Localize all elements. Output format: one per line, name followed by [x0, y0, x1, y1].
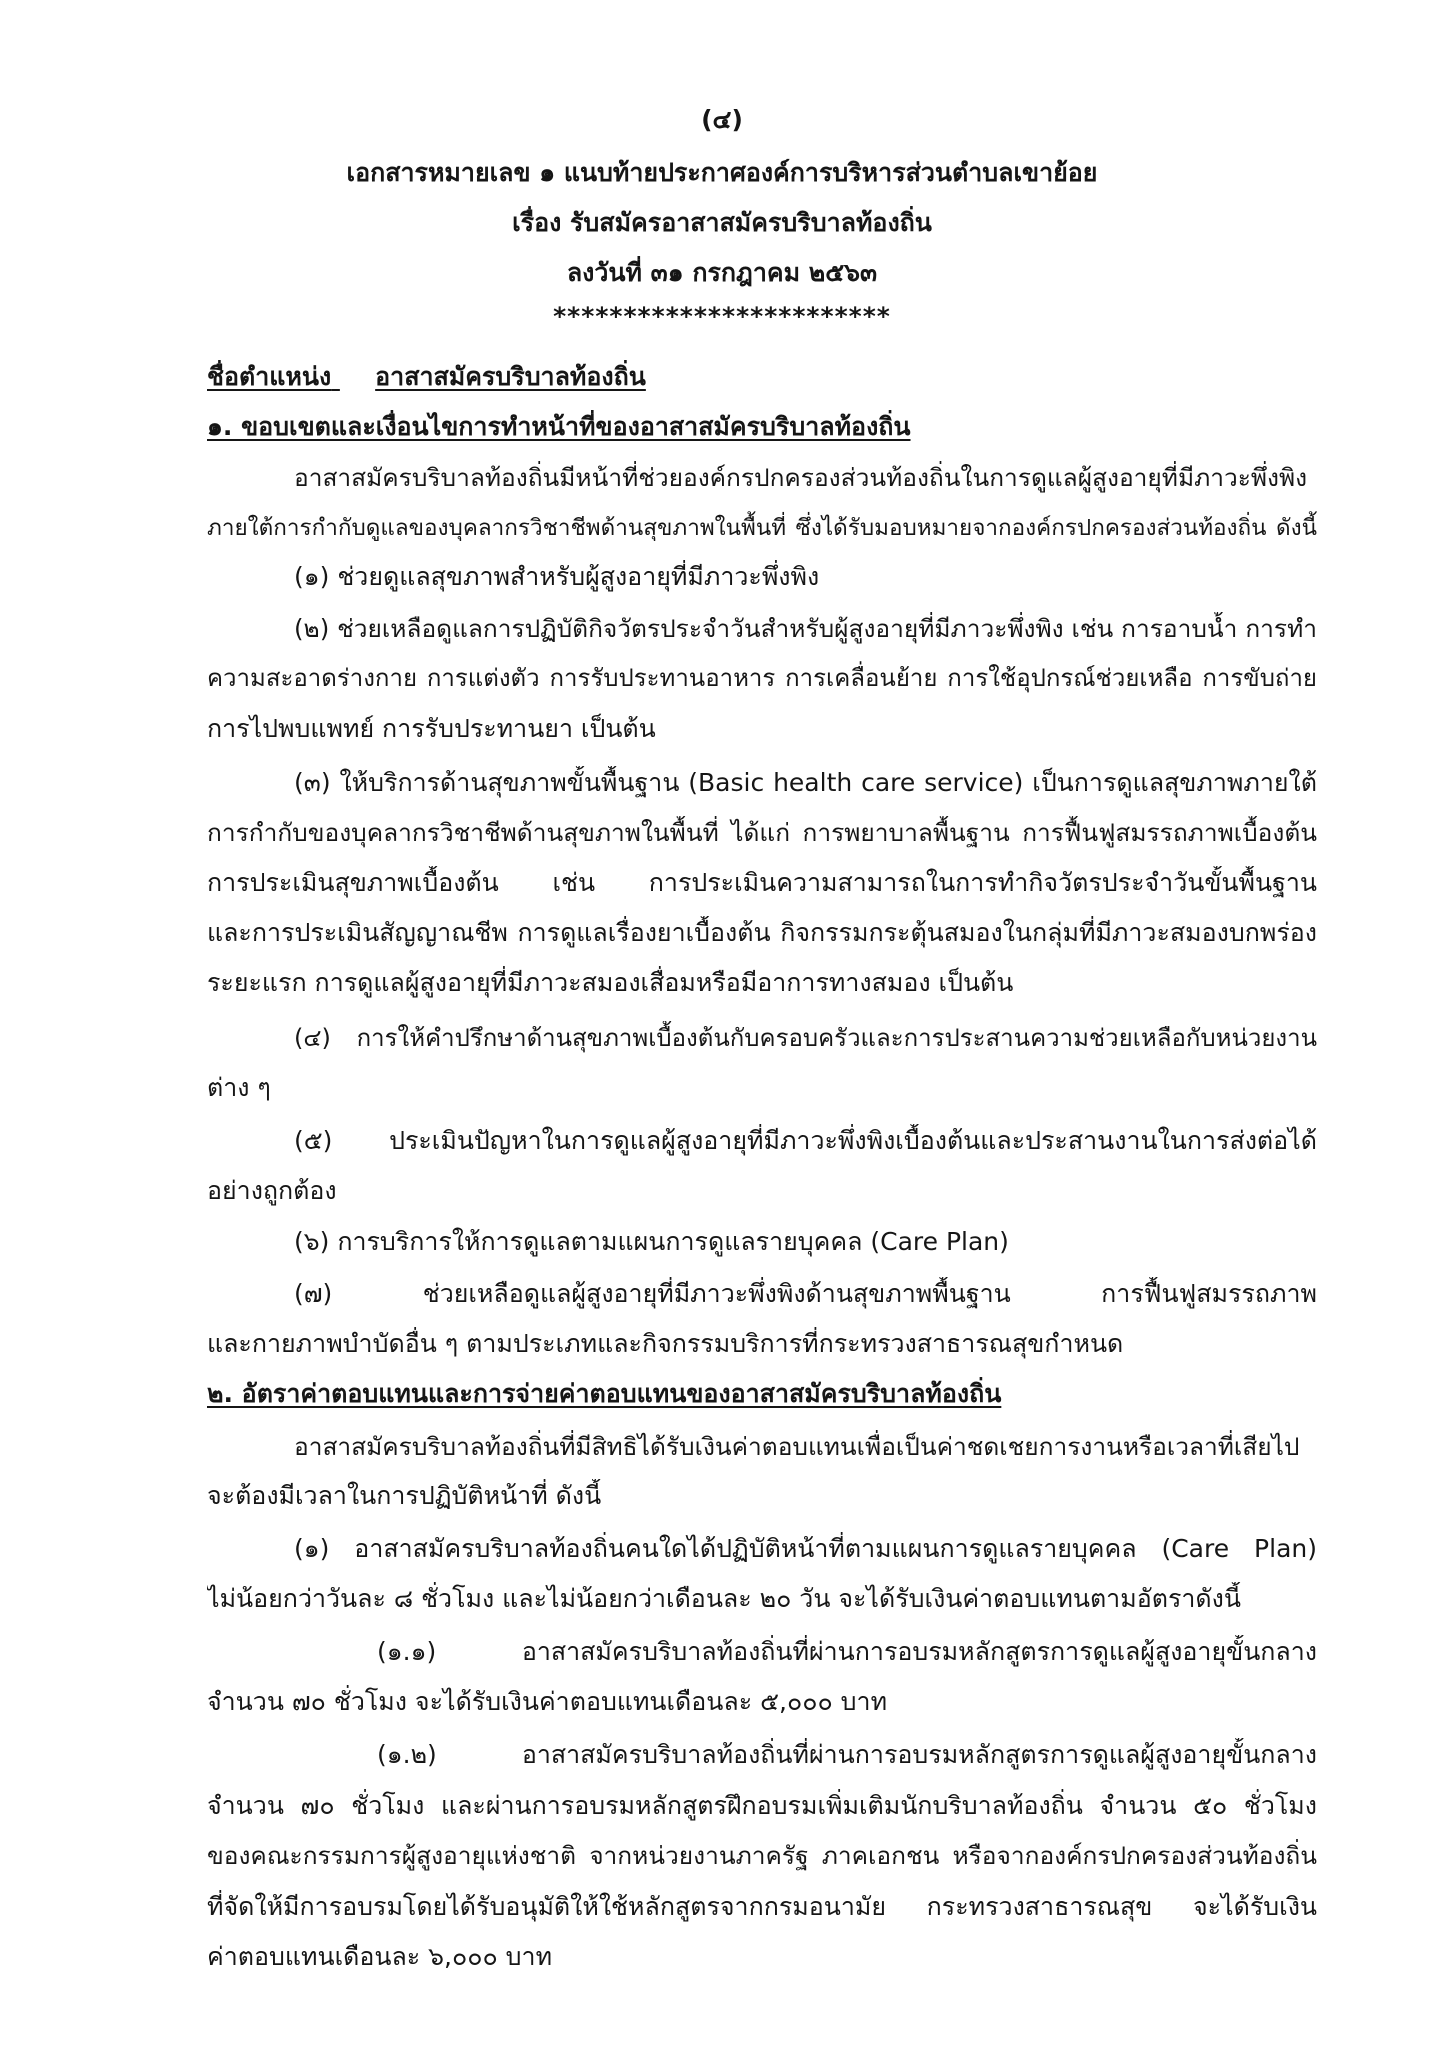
position-gap — [331, 360, 375, 394]
section1-item-7: (๗) ช่วยเหลือดูแลผู้สูงอายุที่มีภาวะพึ่งพิงด้านสุขภาพพื้นฐาน การฟื้นฟูสมรรถภาพ — [294, 1279, 1317, 1308]
section2-subitem-1-1: (๑.๑) อาสาสมัครบริบาลท้องถิ่นที่ผ่านการอบรมหลักสูตรการดูแลผู้สูงอายุขั้นกลาง — [377, 1637, 1317, 1666]
section1-item-2: (๒) ช่วยเหลือดูแลการปฏิบัติกิจวัตรประจำวันสำหรับผู้สูงอายุที่มีภาวะพึ่งพิง เช่น การอาบน้ำ การทำ — [294, 614, 1317, 643]
section1-item-3: การประเมินสุขภาพเบื้องต้น เช่น การประเมินความสามารถในการทำกิจวัตรประจำวันขั้นพื้นฐาน — [207, 868, 1317, 897]
section2-subitem-1-1: จำนวน ๗๐ ชั่วโมง จะได้รับเงินค่าตอบแทนเดือนละ ๕,๐๐๐ บาท — [207, 1687, 888, 1716]
page-number: (๔) — [701, 105, 743, 134]
section2-item-1: ไม่น้อยกว่าวันละ ๘ ชั่วโมง และไม่น้อยกว่าเดือนละ ๒๐ วัน จะได้รับเงินค่าตอบแทนตามอัตราดังนี้ — [207, 1584, 1241, 1613]
section1-intro: ภายใต้การกำกับดูแลของบุคลากรวิชาชีพด้านสุขภาพในพื้นที่ ซึ่งได้รับมอบหมายจากองค์กรปกครองส่วนท้องถิ่น ดังนี้ — [207, 515, 1317, 541]
section1-intro: อาสาสมัครบริบาลท้องถิ่นมีหน้าที่ช่วยองค์กรปกครองส่วนท้องถิ่นในการดูแลผู้สูงอายุที่มีภาวะพึ่งพิง — [294, 463, 1308, 492]
section1-item-2: ความสะอาดร่างกาย การแต่งตัว การรับประทานอาหาร การเคลื่อนย้าย การใช้อุปกรณ์ช่วยเหลือ การขับถ่าย — [207, 664, 1317, 692]
document-date: ลงวันที่ ๓๑ กรกฎาคม ๒๕๖๓ — [566, 258, 878, 287]
section2-intro: จะต้องมีเวลาในการปฏิบัติหน้าที่ ดังนี้ — [207, 1481, 602, 1510]
position-row — [207, 360, 1317, 394]
section1-item-2: การไปพบแพทย์ การรับประทานยา เป็นต้น — [207, 714, 656, 743]
section1-item-3: การกำกับของบุคลากรวิชาชีพด้านสุขภาพในพื้นที่ ได้แก่ การพยาบาลพื้นฐาน การฟื้นฟูสมรรถภาพเบื้องต้น — [207, 818, 1317, 847]
section1-item-4: (๔) การให้คำปรึกษาด้านสุขภาพเบื้องต้นกับครอบครัวและการประสานความช่วยเหลือกับหน่วยงาน — [294, 1024, 1317, 1052]
section2-heading: ๒. อัตราค่าตอบแทนและการจ่ายค่าตอบแทนของอาสาสมัครบริบาลท้องถิ่น — [207, 1379, 1002, 1408]
section1-item-1: (๑) ช่วยดูแลสุขภาพสำหรับผู้สูงอายุที่มีภาวะพึ่งพิง — [294, 562, 820, 591]
section1-item-7: และกายภาพบำบัดอื่น ๆ ตามประเภทและกิจกรรมบริการที่กระทรวงสาธารณสุขกำหนด — [207, 1329, 1124, 1358]
position-value: อาสาสมัครบริบาลท้องถิ่น — [375, 362, 646, 391]
section1-item-4: ต่าง ๆ — [207, 1073, 271, 1102]
document-title: เอกสารหมายเลข ๑ แนบท้ายประกาศองค์การบริหารส่วนตำบลเขาย้อย — [346, 158, 1098, 187]
section1-item-3: (๓) ให้บริการด้านสุขภาพขั้นพื้นฐาน (Basic health care service) เป็นการดูแลสุขภาพภายใต้ — [294, 768, 1317, 797]
section2-subitem-1-2: จำนวน ๗๐ ชั่วโมง และผ่านการอบรมหลักสูตรฝึกอบรมเพิ่มเติมนักบริบาลท้องถิ่น จำนวน ๕๐ ชั่วโมง — [207, 1791, 1317, 1820]
section1-item-3: และการประเมินสัญญาณชีพ การดูแลเรื่องยาเบื้องต้น กิจกรรมกระตุ้นสมองในกลุ่มที่มีภาวะสมองบกพร่อง — [207, 918, 1317, 947]
section2-subitem-1-2: (๑.๒) อาสาสมัครบริบาลท้องถิ่นที่ผ่านการอบรมหลักสูตรการดูแลผู้สูงอายุขั้นกลาง — [377, 1740, 1317, 1769]
section2-item-1: (๑) อาสาสมัครบริบาลท้องถิ่นคนใดได้ปฏิบัติหน้าที่ตามแผนการดูแลรายบุคคล (Care Plan) — [294, 1534, 1317, 1563]
document-subject: เรื่อง รับสมัครอาสาสมัครบริบาลท้องถิ่น — [512, 208, 932, 237]
section1-item-3: ระยะแรก การดูแลผู้สูงอายุที่มีภาวะสมองเสื่อมหรือมีอาการทางสมอง เป็นต้น — [207, 968, 1014, 997]
position-label: ชื่อตำแหน่ง — [207, 362, 332, 391]
separator-stars: ************************ — [553, 302, 891, 331]
section1-item-5: (๕) ประเมินปัญหาในการดูแลผู้สูงอายุที่มีภาวะพึ่งพิงเบื้องต้นและประสานงานในการส่งต่อได้ — [294, 1126, 1317, 1155]
section1-heading: ๑. ขอบเขตและเงื่อนไขการทำหน้าที่ของอาสาสมัครบริบาลท้องถิ่น — [207, 412, 911, 441]
section2-intro: อาสาสมัครบริบาลท้องถิ่นที่มีสิทธิได้รับเงินค่าตอบแทนเพื่อเป็นค่าชดเชยการงานหรือเวลาที่เสียไป — [294, 1432, 1300, 1461]
section2-subitem-1-2: ของคณะกรรมการผู้สูงอายุแห่งชาติ จากหน่วยงานภาครัฐ ภาคเอกชน หรือจากองค์กรปกครองส่วนท้องถิ่น — [207, 1841, 1317, 1870]
section2-subitem-1-2: ที่จัดให้มีการอบรมโดยได้รับอนุมัติให้ใช้หลักสูตรจากกรมอนามัย กระทรวงสาธารณสุข จะได้รับเงิน — [207, 1892, 1317, 1921]
section1-item-6: (๖) การบริการให้การดูแลตามแผนการดูแลรายบุคคล (Care Plan) — [294, 1227, 1009, 1256]
section1-item-5: อย่างถูกต้อง — [207, 1176, 337, 1205]
section2-subitem-1-2: ค่าตอบแทนเดือนละ ๖,๐๐๐ บาท — [207, 1942, 553, 1971]
